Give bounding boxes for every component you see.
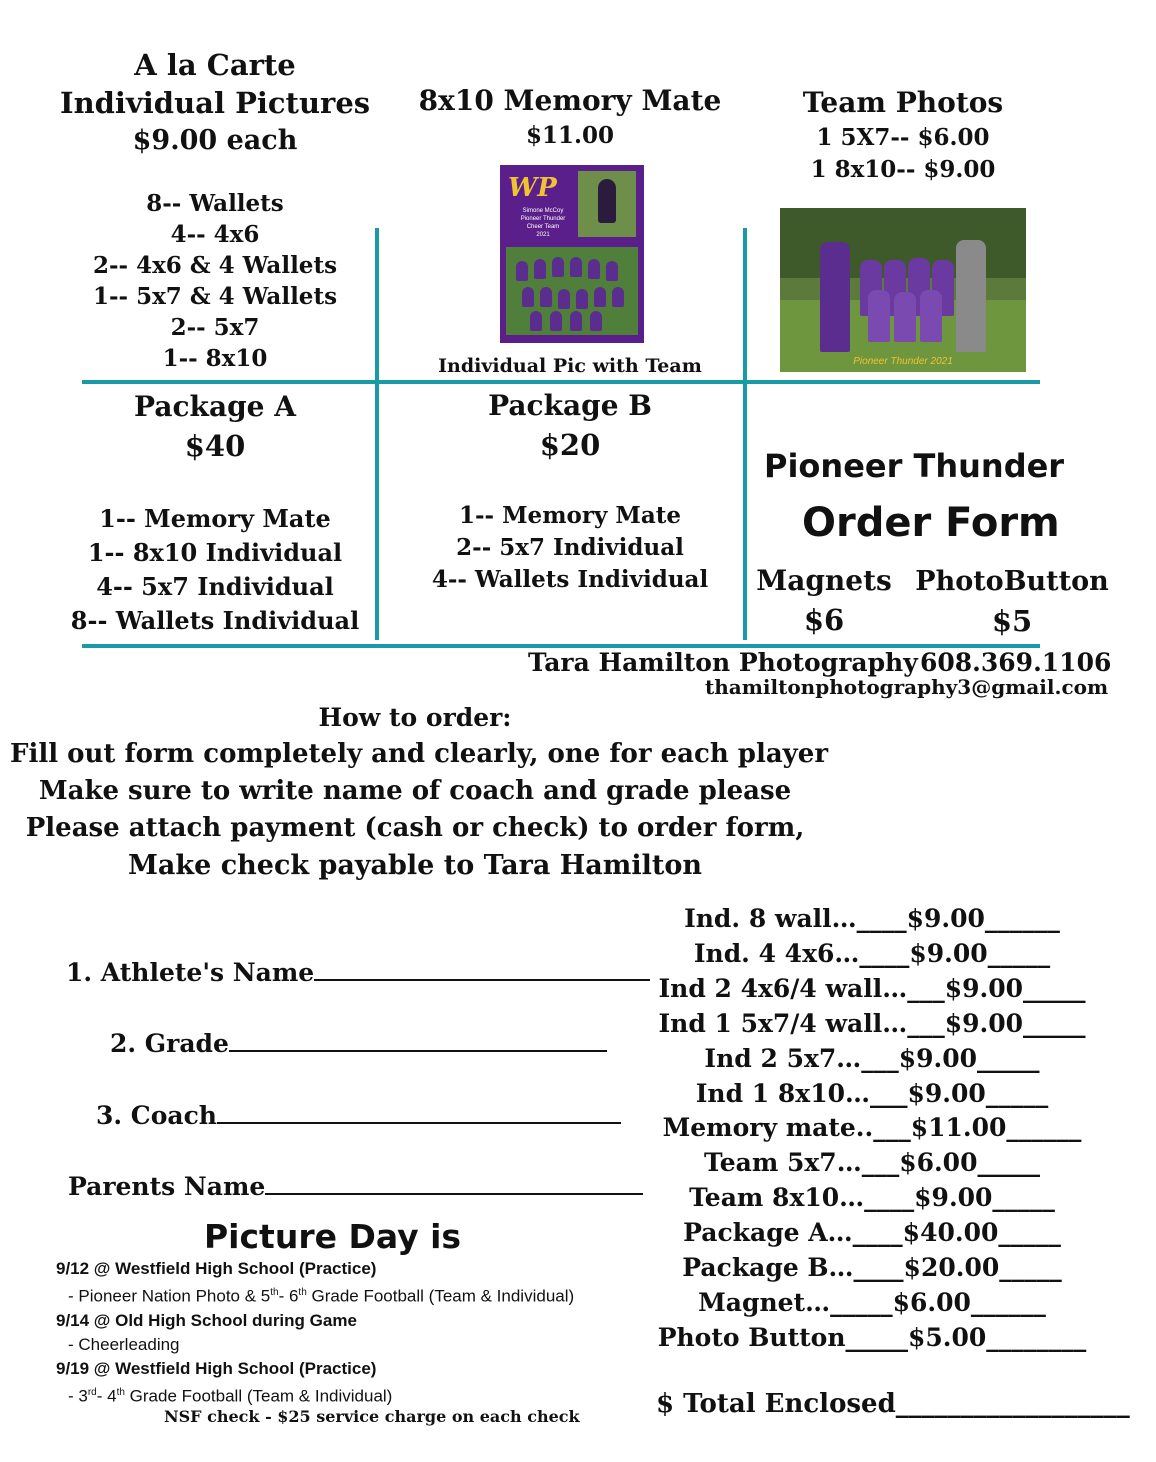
detail-text: - 6 [278,1286,299,1306]
detail-sup: th [270,1287,279,1298]
alacarte-item: 1-- 8x10 [162,345,268,372]
how-to-order-line: Fill out form completely and clearly, one for each player [10,739,829,769]
package-b-section [400,387,740,596]
package-b-item: 2-- 5x7 Individual [456,534,684,561]
order-form-team: Pioneer Thunder [764,447,1065,485]
memory-mate-title: 8x10 Memory Mate [418,84,722,117]
alacarte-subtitle: Individual Pictures [60,86,371,120]
how-to-order [10,700,829,884]
schedule-detail [56,1281,574,1309]
team-photos-price: 1 8x10-- $9.00 [810,156,996,183]
photo-button-label: PhotoButton [915,566,1109,597]
grade-blank[interactable] [229,1050,607,1052]
memory-mate-caption: Individual Pic with Team [438,355,702,377]
order-line-ind-8-wallets[interactable]: Ind. 8 wall…____$9.00______ [684,904,1060,933]
detail-sup: th [298,1287,307,1298]
detail-text: Grade Football (Team & Individual) [306,1286,575,1306]
photo-text-year: 2021 [536,232,550,238]
order-line-package-a[interactable]: Package A…____$40.00_____ [683,1218,1061,1248]
package-a-title: Package A [134,390,296,423]
divider-vertical-right [743,228,747,640]
divider-horizontal-top [82,380,1040,384]
schedule-detail [56,1381,574,1409]
team-photo-image [780,208,1026,372]
studio-name: Tara Hamilton Photography [528,648,918,677]
divider-vertical-left [375,228,379,640]
how-to-order-heading: How to order: [318,703,512,732]
memory-mate-photo [500,165,644,343]
memory-mate-section [400,82,740,152]
how-to-order-line: Please attach payment (cash or check) to order form, [25,813,805,843]
alacarte-item: 2-- 4x6 & 4 Wallets [92,252,338,279]
grade-label: 2. Grade [110,1029,229,1058]
detail-sup: th [116,1386,125,1398]
athlete-name-field[interactable] [66,955,650,991]
order-line-memory-mate[interactable]: Memory mate..___$11.00______ [662,1113,1082,1143]
photo-text-squad: Cheer Team [526,224,560,230]
alacarte-item: 1-- 5x7 & 4 Wallets [92,283,338,310]
team-photos-price: 1 5X7-- $6.00 [816,124,990,151]
schedule-detail: - Cheerleading [68,1334,180,1354]
detail-text: - 4 [96,1386,117,1406]
detail-text: - Pioneer Nation Photo & 5 [68,1286,271,1306]
team-photos-title: Team Photos [802,86,1004,119]
schedule-date: 9/19 @ Westfield High School (Practice) [56,1358,377,1378]
team-photo-label: Pioneer Thunder 2021 [853,356,953,367]
order-line-ind-4-4x6[interactable]: Ind. 4 4x6…____$9.00_____ [693,938,1051,968]
photo-text-name: Simone McCoy [522,208,564,214]
studio-phone: 608.369.1106 [920,648,1112,677]
picture-day-schedule [56,1257,574,1408]
group-photo-image [506,247,638,335]
nsf-notice: NSF check - $25 service charge on each check [164,1407,580,1426]
team-logo: WP [508,173,557,203]
order-line-team-8x10[interactable]: Team 8x10…____$9.00_____ [689,1183,1055,1213]
how-to-order-line: Make check payable to Tara Hamilton [128,850,702,881]
magnets-price: $6 [803,603,845,637]
photo-text-team: Pioneer Thunder [520,216,566,222]
alacarte-item: 8-- Wallets [146,190,284,217]
total-enclosed[interactable]: $ Total Enclosed__________________ [656,1389,1130,1419]
order-line-package-b[interactable]: Package B…____$20.00_____ [682,1253,1062,1283]
detail-text: - 3 [68,1386,88,1406]
order-line-magnet[interactable]: Magnet…_____$6.00______ [698,1287,1046,1317]
photo-button-block [910,563,1114,641]
alacarte-price: $9.00 each [132,125,298,156]
alacarte-item: 2-- 5x7 [170,314,260,341]
memory-mate-photo-caption [510,207,576,239]
package-a-item: 1-- Memory Mate [99,504,331,533]
athlete-name-blank[interactable] [314,979,650,981]
order-line-ind-2-5x7[interactable]: Ind 2 5x7…___$9.00_____ [704,1043,1040,1073]
schedule-date: 9/12 @ Westfield High School (Practice) [56,1259,377,1278]
package-b-title: Package B [488,389,652,422]
detail-sup: rd [87,1386,97,1398]
parents-name-blank[interactable] [265,1193,643,1195]
package-a-item: 8-- Wallets Individual [70,606,360,635]
coach-label: 3. Coach [96,1101,217,1130]
magnets-block [752,562,896,640]
team-photos-section [750,84,1056,186]
grade-field[interactable] [110,1026,607,1062]
schedule-date: 9/14 @ Old High School during Game [56,1310,357,1330]
order-lines [640,902,1104,1356]
alacarte-item: 4-- 4x6 [170,221,260,248]
order-line-ind-1-5x7-wallets[interactable]: Ind 1 5x7/4 wall…___$9.00_____ [658,1008,1086,1038]
parents-name-field[interactable] [68,1169,643,1205]
coach-blank[interactable] [217,1122,621,1124]
package-a-item: 1-- 8x10 Individual [87,538,343,567]
picture-day-title: Picture Day is [204,1217,462,1256]
package-a-section [60,388,370,638]
package-b-price: $20 [539,428,601,462]
memory-mate-price: $11.00 [525,122,615,149]
photo-button-price: $5 [991,604,1033,638]
package-a-price: $40 [184,429,246,463]
package-a-item: 4-- 5x7 Individual [96,572,334,601]
order-line-photo-button[interactable]: Photo Button_____$5.00________ [657,1322,1087,1352]
order-line-team-5x7[interactable]: Team 5x7…___$6.00_____ [704,1148,1040,1178]
alacarte-title: A la Carte [134,48,296,82]
coach-field[interactable] [96,1098,621,1134]
package-b-item: 4-- Wallets Individual [431,566,709,593]
how-to-order-line: Make sure to write name of coach and grade please [38,776,792,806]
parents-name-label: Parents Name [68,1172,266,1201]
alacarte-section [60,46,370,374]
magnets-label: Magnets [756,564,892,597]
studio-email: thamiltonphotography3@gmail.com [705,675,1109,699]
order-line-ind-1-8x10[interactable]: Ind 1 8x10…___$9.00_____ [695,1078,1049,1108]
portrait-image [578,171,636,237]
detail-text: Grade Football (Team & Individual) [124,1386,393,1406]
order-line-ind-2-4x6-wallets[interactable]: Ind 2 4x6/4 wall…___$9.00_____ [658,973,1086,1003]
order-form-title: Order Form [802,500,1060,546]
package-b-item: 1-- Memory Mate [459,502,681,529]
athlete-name-label: 1. Athlete's Name [66,958,315,987]
